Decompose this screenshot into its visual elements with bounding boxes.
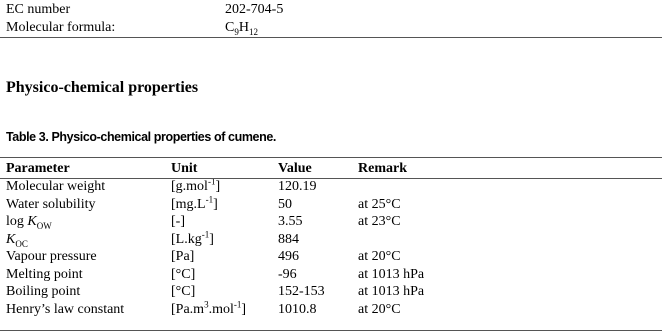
unit-cell: [°C] [171, 266, 196, 282]
value-cell: 152-153 [278, 284, 325, 299]
unit-text: [mg.L [171, 196, 206, 212]
ec-number-label: EC number [6, 2, 71, 17]
param-cell: Melting point [6, 266, 83, 282]
properties-table [0, 159, 662, 318]
value-cell: 496 [278, 249, 299, 264]
value-cell: 884 [278, 231, 299, 247]
unit-close: ] [213, 196, 218, 212]
table-row [0, 196, 662, 214]
value-cell: 120.19 [278, 179, 317, 194]
unit-cell: [°C] [171, 284, 196, 299]
remark-cell: at 1013 hPa [358, 266, 425, 282]
header-bottom-rule [0, 178, 662, 179]
unit-text: [Pa.m [171, 301, 205, 317]
header-remark: Remark [358, 160, 407, 176]
unit-exponent: 3 [204, 298, 209, 309]
table-row [0, 231, 662, 249]
param-cell: Henry’s law constant [6, 301, 125, 317]
remark-cell: at 20°C [358, 301, 401, 317]
table-row [0, 213, 662, 231]
identity-bottom-rule [0, 37, 662, 38]
remark-cell: at 1013 hPa [358, 284, 425, 299]
param-cell [0, 213, 165, 231]
formula-carbon-count: 9 [234, 26, 239, 37]
value-cell: -96 [278, 266, 297, 282]
param-cell [0, 231, 165, 249]
table-row [0, 301, 662, 319]
unit-exponent-2: -1 [233, 298, 242, 309]
table-row [0, 248, 662, 266]
param-cell: Water solubility [6, 196, 96, 212]
unit-close: ] [241, 301, 247, 317]
unit-close: ] [209, 231, 214, 247]
table-row [0, 283, 662, 301]
table-row [0, 178, 662, 196]
value-cell: 1010.8 [278, 301, 317, 317]
unit-text: [g.mol [171, 179, 208, 194]
formula-hydrogen: H [238, 20, 249, 35]
table-top-rule [0, 157, 662, 158]
unit-exponent: -1 [201, 228, 210, 239]
value-cell: 50 [278, 196, 292, 212]
table-bottom-rule [0, 330, 662, 331]
molecular-formula-value [225, 19, 258, 36]
remark-cell: at 23°C [358, 214, 401, 229]
section-heading: Physico-chemical properties [6, 79, 199, 96]
unit-cell: [Pa] [171, 249, 195, 264]
param-cell: Boiling point [6, 284, 81, 299]
remark-cell: at 20°C [358, 249, 401, 264]
molecular-formula-label: Molecular formula: [6, 20, 116, 35]
param-subscript: OW [36, 220, 52, 231]
table-header-row [0, 159, 662, 178]
remark-cell [352, 231, 662, 249]
header-unit: Unit [171, 160, 198, 176]
param-prefix: log [6, 214, 28, 229]
formula-hydrogen-count: 12 [248, 26, 258, 37]
unit-exponent: -1 [205, 193, 214, 204]
param-symbol: K [6, 231, 16, 247]
unit-close: ] [215, 179, 221, 194]
unit-cell [165, 298, 272, 319]
unit-exponent: -1 [207, 176, 216, 187]
param-cell: Molecular weight [6, 179, 106, 194]
param-cell: Vapour pressure [6, 249, 97, 264]
param-symbol: K [27, 214, 37, 229]
unit-cell [165, 228, 272, 249]
unit-cell: [-] [171, 214, 185, 229]
ec-number-value: 202-704-5 [225, 2, 284, 17]
table-caption: Table 3. Physico-chemical properties of cumene. [6, 130, 276, 144]
formula-carbon: C [225, 20, 235, 35]
unit-cell [165, 178, 272, 196]
unit-text-mid: .mol [208, 301, 234, 317]
table-row [0, 266, 662, 284]
header-parameter: Parameter [6, 160, 70, 176]
param-subscript: OC [15, 238, 28, 249]
unit-cell [165, 193, 272, 214]
unit-text: [L.kg [171, 231, 202, 247]
remark-cell [352, 178, 662, 196]
remark-cell: at 25°C [358, 196, 401, 212]
header-value: Value [278, 160, 312, 176]
value-cell: 3.55 [278, 214, 303, 229]
